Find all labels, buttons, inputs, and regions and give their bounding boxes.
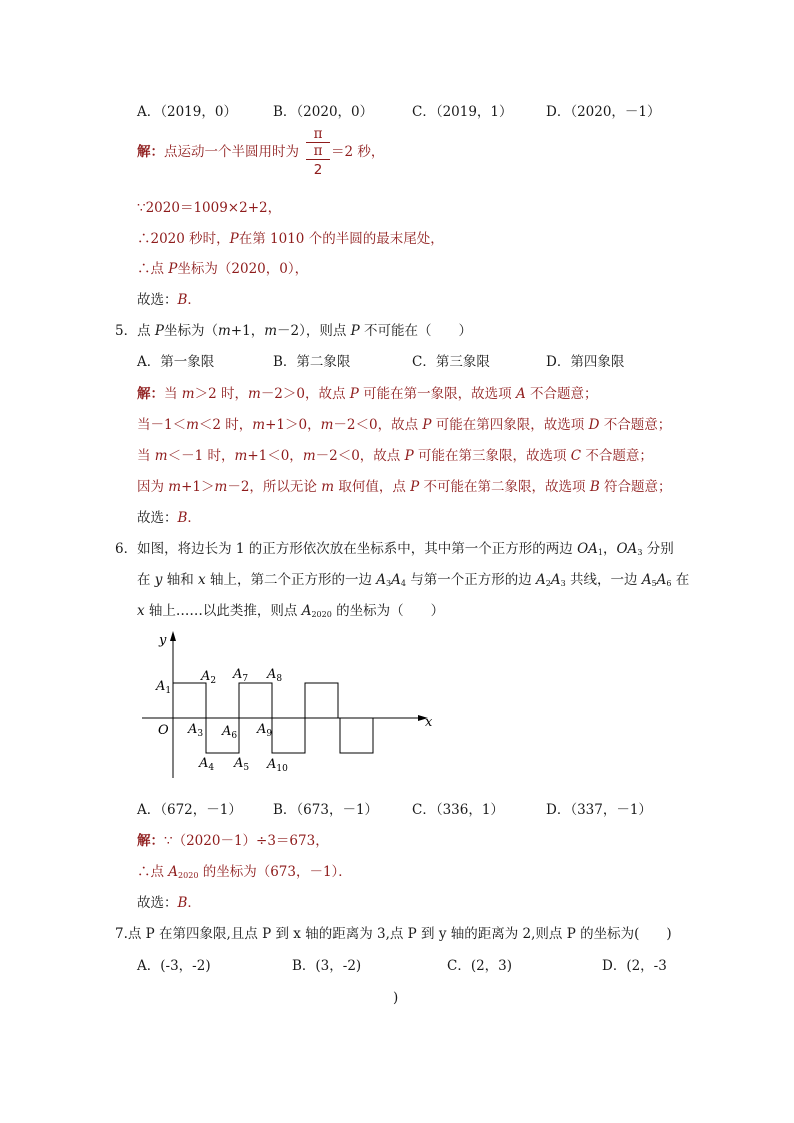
var: P [422,417,432,433]
var: m [252,417,266,433]
solution-text: 点运动一个半圆用时为 [164,144,299,160]
q6-stem-line1 [115,539,674,563]
text: 坐标为（ [163,323,218,339]
var: A [641,572,652,588]
text: －2＜0，故点 [315,448,405,464]
var: m [234,448,248,464]
q4-solution-line3 [137,229,444,249]
square-5 [305,683,338,718]
q7-option-a: A．(-3，-2) [137,958,211,974]
var: P [350,323,360,339]
text: 当 [164,386,182,402]
label-a7: $A_7$ [233,667,249,684]
answer-end: ． [187,510,201,526]
q4-option-d: D．（2020，－1） [546,104,661,120]
answer-end: ． [187,895,201,911]
fraction-top: π [313,126,323,142]
text: 在 [671,572,690,588]
text: 不合题意； [525,386,598,402]
square-6 [340,718,373,753]
text: ∴点 [137,864,169,880]
answer-letter: B [177,292,188,308]
var: P [154,323,164,339]
q4-answer [137,290,201,310]
text: 在 [137,572,155,588]
text: 可能在第一象限，故选项 [358,386,516,402]
q6-solution-line2 [137,862,352,886]
q5-solution-line4 [137,477,672,497]
label-a1: $A_1$ [156,679,172,696]
q7-stem: 7.点 P 在第四象限,且点 P 到 x 轴的距离为 3,点 P 到 y 轴的距离为 2,则点 P 的坐标为( ) [115,926,672,942]
var: A [301,603,312,619]
var: P [410,479,420,495]
text: 坐标为（2020，0）， [177,261,309,277]
text: 共线，一边 [565,572,642,588]
q6-options [137,800,697,820]
q4-solution-line2: ∵2020＝1009×2+2， [137,200,282,216]
var: A [656,572,667,588]
label-y: y [159,633,167,648]
q4-solution-line1 [137,142,299,162]
text: －2＜0，故点 [333,417,423,433]
var: m [168,479,182,495]
label-a6: $A_6$ [222,724,238,741]
label-o: O [158,723,169,738]
q7-option-d-tail: ) [393,990,399,1006]
var: y [154,572,163,588]
var: m [321,479,335,495]
text: ＞2 时， [194,386,248,402]
var: x [137,603,145,619]
var: x [198,572,206,588]
var: A [391,572,401,588]
text: 不合题意； [599,417,672,433]
var: C [570,448,582,464]
subscript: 2020 [311,610,332,619]
text: 的坐标为（ ） [331,603,445,619]
square-1 [173,683,206,718]
var: m [181,386,195,402]
q6-option-c: C．（336，1） [412,802,504,818]
solution-label: 解： [137,144,164,160]
text: 6．如图，将边长为 1 的正方形依次放在坐标系中，其中第一个正方形的两边 [115,541,578,557]
var: OA [577,541,598,557]
text: +1＜0， [247,448,303,464]
text: 当 [137,448,155,464]
subscript: 1 [597,548,603,557]
var-p: P [229,231,239,247]
q4-option-b: B．（2020，0） [273,104,374,120]
label-a5: $A_5$ [234,756,250,773]
solution-label: 解： [137,386,164,402]
label-a2: $A_2$ [201,669,217,686]
text: ＜2 时， [198,417,253,433]
q4-solution-line1-end: ＝2 秒， [331,144,385,160]
text: 轴上，第二个正方形的一边 [205,572,377,588]
text: 的坐标为（673，－1）． [198,864,352,880]
var: m [302,448,316,464]
q5-solution-line3 [137,446,653,466]
q5-solution-line1 [137,384,598,404]
text: +1， [230,323,265,339]
var: m [217,323,231,339]
var: m [264,323,278,339]
text: 因为 [137,479,169,495]
answer-label: 故选： [137,895,178,911]
text: －2，所以无论 [227,479,322,495]
label-a8: $A_8$ [267,667,283,684]
text: 轴上……以此类推，则点 [144,603,302,619]
q5-stem [115,321,472,341]
fraction-mid: π [306,142,330,159]
text: －2＞0，故点 [260,386,350,402]
answer-label: 故选： [137,292,178,308]
square-4 [272,718,305,753]
y-axis-arrow [170,631,176,641]
label-a10: $A_{10}$ [267,757,288,774]
answer-letter: B [177,895,188,911]
q4-option-a: A．（2019，0） [137,104,237,120]
text: +1＞0， [265,417,321,433]
var: A [550,572,561,588]
answer-label: 故选： [137,510,178,526]
var: m [214,479,228,495]
text: 符合题意； [599,479,672,495]
q6-answer [137,893,201,913]
q7-options [137,956,697,976]
fraction-bottom: 2 [306,159,330,180]
subscript: 3 [386,579,392,588]
label-a4: $A_4$ [199,756,215,773]
text: ， [602,541,617,557]
q7-option-b: B．(3，-2) [292,958,362,974]
text: 5．点 [115,323,155,339]
var: OA [616,541,638,557]
text: ∴点 [137,261,169,277]
var: P [404,448,414,464]
q5-option-c: C．第三象限 [412,354,490,370]
q5-option-b: B．第二象限 [273,354,351,370]
text: ＜－1 时， [167,448,235,464]
answer-end: ． [187,292,201,308]
var: B [589,479,600,495]
q4-fraction [306,126,330,180]
label-x: x [425,715,433,730]
q4-options [137,102,697,122]
text: +1＞ [181,479,215,495]
text: 与第一个正方形的边 [405,572,537,588]
var: A [536,572,546,588]
q6-stem-line3 [137,601,444,625]
var: m [320,417,334,433]
q6-figure [140,628,440,778]
var: A [168,864,179,880]
text: 不可能在（ ） [359,323,473,339]
var: A [376,572,386,588]
var: P [349,386,359,402]
q7-option-d: D．(2，-3 [602,958,667,974]
q7-option-c: C．(2，3) [447,958,513,974]
subscript: 5 [651,579,657,588]
text: 当－1＜ [137,417,187,433]
text: ∵（2020－1）÷3＝673， [164,833,329,849]
q4-solution-line4 [137,259,308,279]
q4-option-c: C．（2019，1） [412,104,513,120]
text: 不合题意； [581,448,653,464]
q5-option-d: D．第四象限 [546,354,625,370]
var: m [154,448,168,464]
q5-solution-line2 [137,415,671,435]
q5-option-a: A．第一象限 [137,354,215,370]
q6-option-a: A．（672，－1） [137,802,242,818]
text: －2），则点 [277,323,351,339]
text: 可能在第三象限，故选项 [413,448,571,464]
subscript: 3 [560,579,566,588]
subscript: 4 [400,579,406,588]
q6-stem-line2 [137,570,689,594]
q6-solution-line1 [137,831,329,851]
var: m [248,386,261,402]
q5-options [137,352,697,372]
var-p: P [168,261,178,277]
text: 在第 1010 个的半圆的最末尾处， [238,231,444,247]
subscript: 3 [637,548,643,557]
subscript: 2020 [178,871,199,880]
square-3 [239,683,272,718]
text: 可能在第四象限，故选项 [431,417,589,433]
subscript: 6 [666,579,672,588]
text: 分别 [642,541,674,557]
solution-label: 解： [137,833,164,849]
q6-option-b: B．（673，－1） [273,802,379,818]
var: A [515,386,526,402]
var: D [588,417,600,433]
answer-letter: B [177,510,188,526]
text: ∴2020 秒时， [137,231,230,247]
text: 取何值，点 [334,479,411,495]
q5-answer [137,508,201,528]
subscript: 2 [545,579,551,588]
label-a3: $A_3$ [188,722,204,739]
label-a9: $A_9$ [257,722,273,739]
text: 不可能在第二象限，故选项 [419,479,590,495]
text: 轴和 [162,572,199,588]
q6-option-d: D．（337，－1） [546,802,652,818]
var: m [186,417,199,433]
